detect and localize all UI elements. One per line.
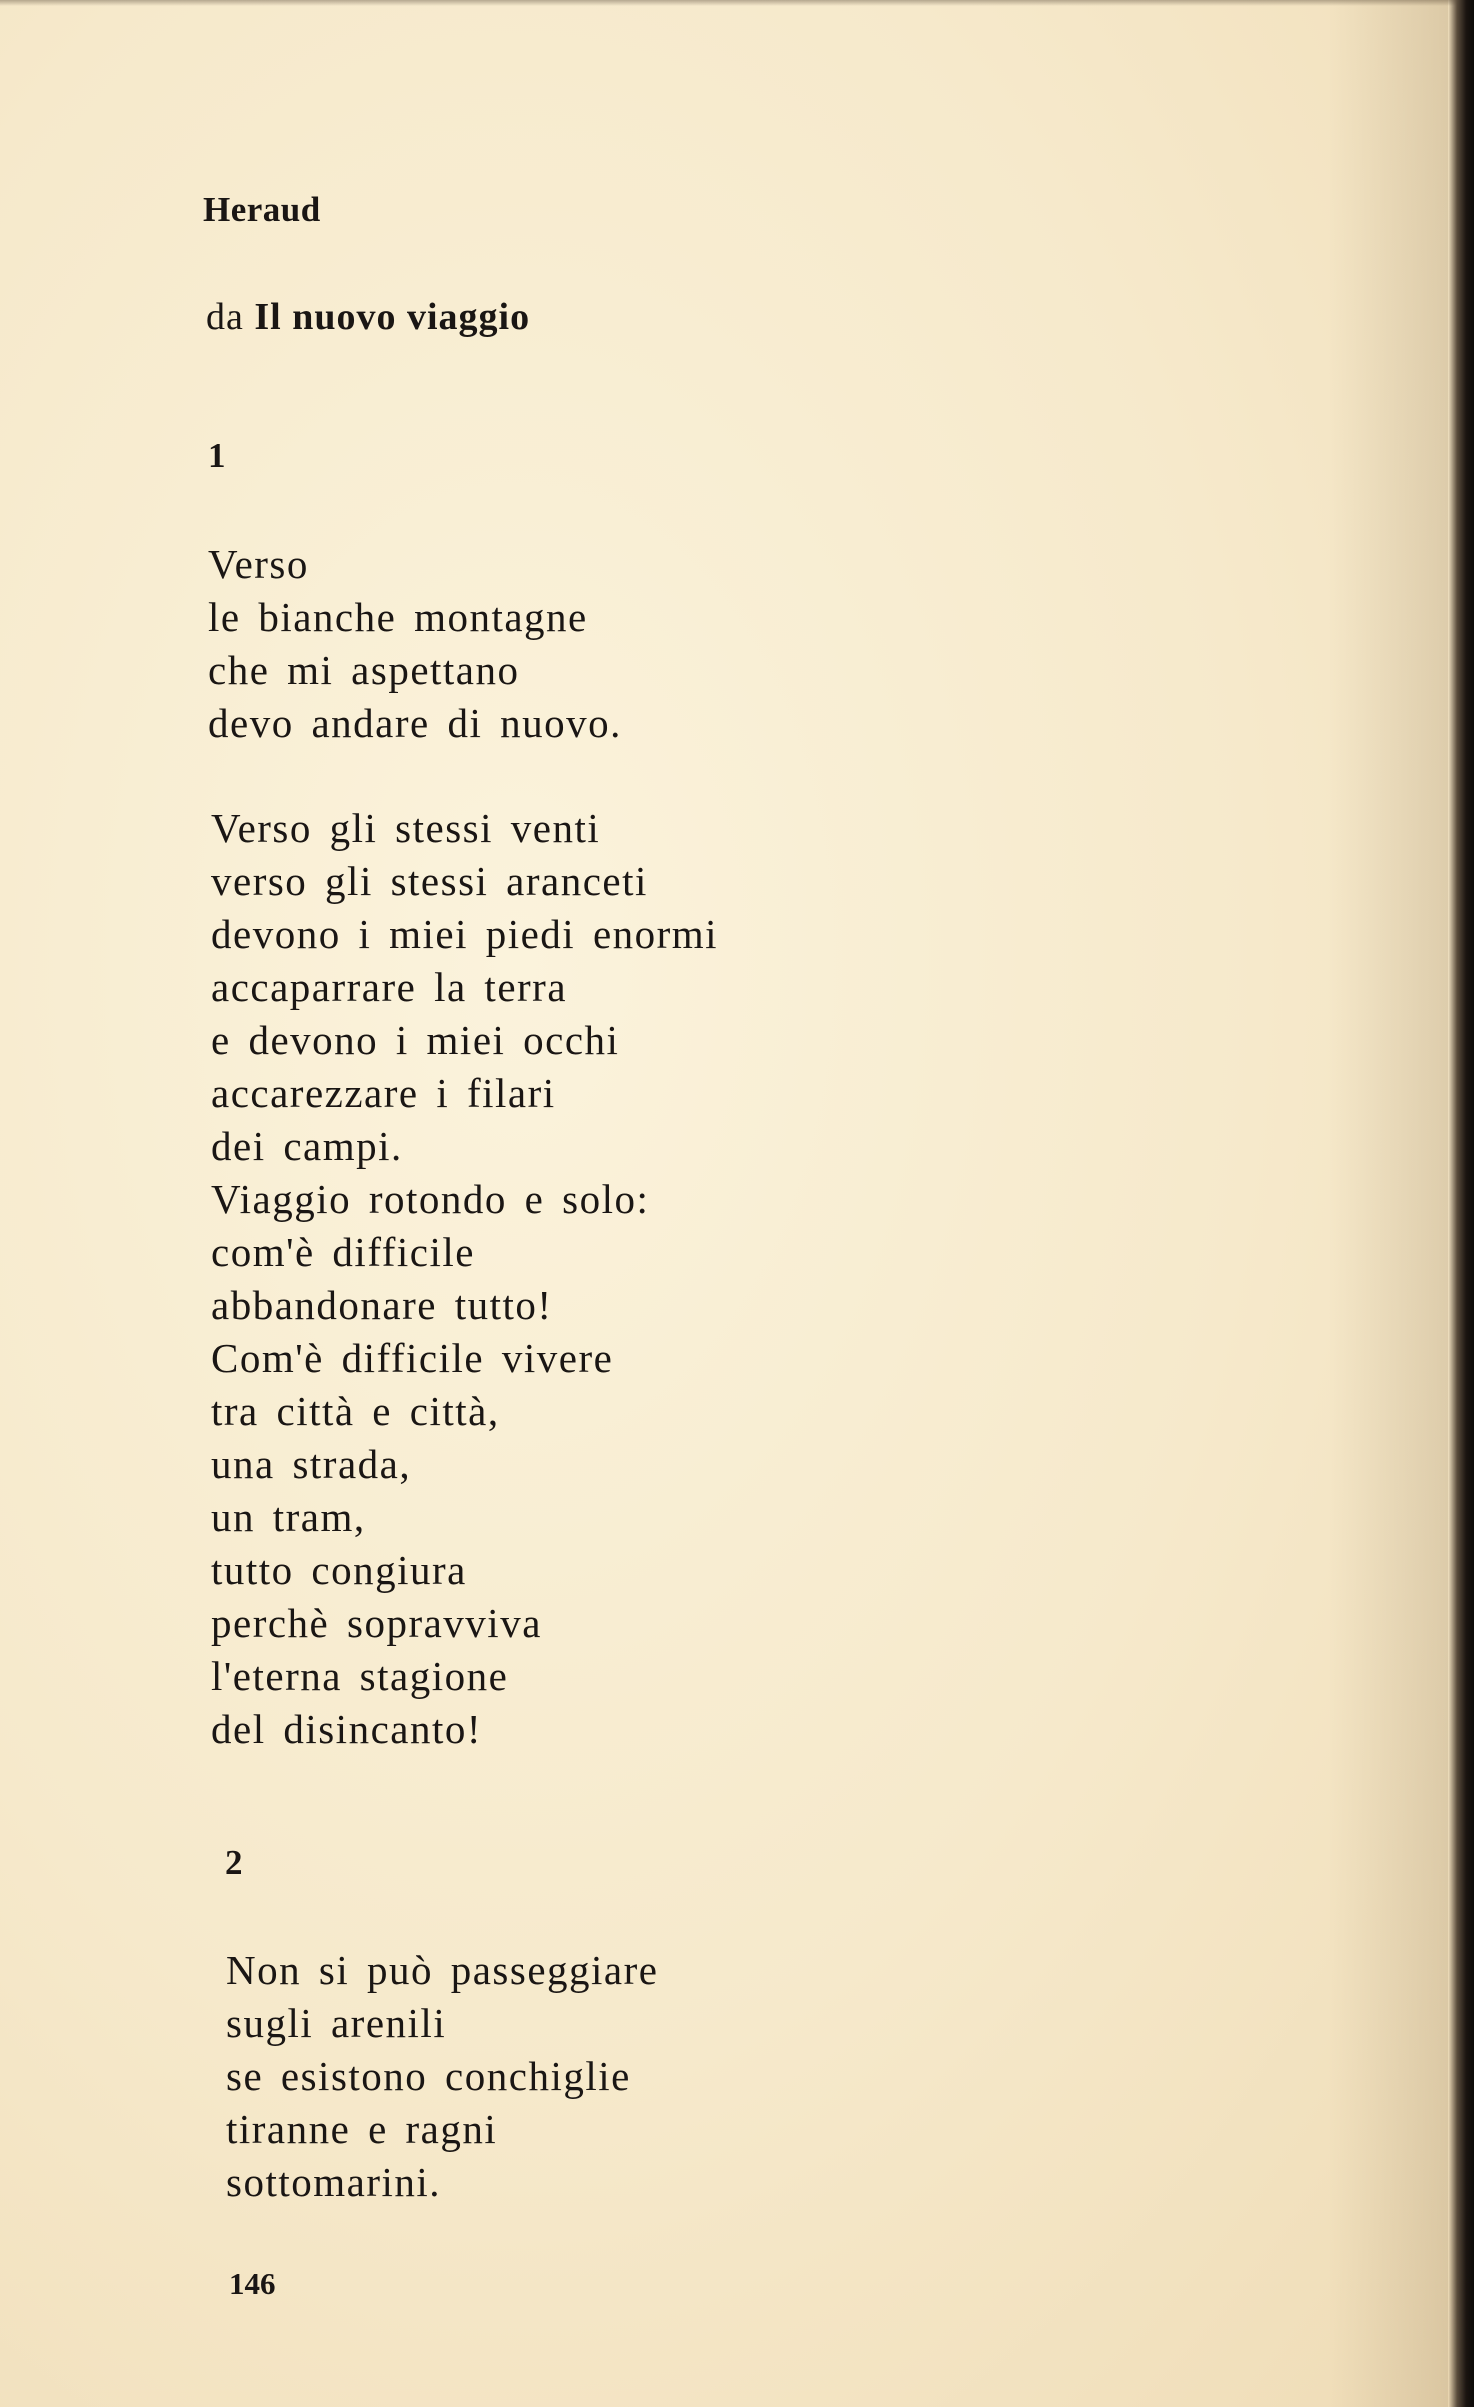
poem-line: una strada, bbox=[211, 1441, 412, 1487]
poem-line: Verso gli stessi venti bbox=[211, 805, 601, 851]
binding-shadow bbox=[1328, 0, 1448, 2407]
section-number: 2 bbox=[225, 1843, 243, 1882]
poem-line: Viaggio rotondo e solo: bbox=[211, 1176, 650, 1222]
stanza bbox=[211, 802, 718, 1756]
page-number: 146 bbox=[229, 2266, 276, 2301]
running-head: Heraud bbox=[203, 190, 321, 229]
poem-line: verso gli stessi aranceti bbox=[211, 858, 648, 904]
binding-edge bbox=[1448, 0, 1474, 2407]
poem-line: devo andare di nuovo. bbox=[208, 700, 622, 746]
poem-line: com'è difficile bbox=[211, 1229, 475, 1275]
poem-line: tutto congiura bbox=[211, 1547, 467, 1593]
section-number: 1 bbox=[208, 436, 226, 475]
poem-line: un tram, bbox=[211, 1494, 366, 1540]
poem-line: l'eterna stagione bbox=[211, 1653, 509, 1699]
poem-line: abbandonare tutto! bbox=[211, 1282, 553, 1328]
stanza bbox=[208, 538, 622, 750]
source-work-title: Il nuovo viaggio bbox=[254, 296, 531, 338]
poem-line: e devono i miei occhi bbox=[211, 1017, 620, 1063]
poem-line: accaparrare la terra bbox=[211, 964, 568, 1010]
poem-line: accarezzare i filari bbox=[211, 1070, 556, 1116]
poem-line: le bianche montagne bbox=[208, 594, 588, 640]
stanza bbox=[226, 1944, 658, 2209]
poem-line: tra città e città, bbox=[211, 1388, 500, 1434]
poem-line: Verso bbox=[208, 541, 309, 587]
poem-line: devono i miei piedi enormi bbox=[211, 911, 719, 957]
poem-line: sottomarini. bbox=[226, 2159, 442, 2205]
poem-line: che mi aspettano bbox=[208, 647, 520, 693]
top-edge-shadow bbox=[0, 0, 1474, 6]
source-title bbox=[206, 295, 530, 339]
poem-line: se esistono conchiglie bbox=[226, 2053, 631, 2099]
poem-line: dei campi. bbox=[211, 1123, 403, 1169]
poem-line: Com'è difficile vivere bbox=[211, 1335, 614, 1381]
source-prefix: da bbox=[206, 296, 244, 338]
poem-line: tiranne e ragni bbox=[226, 2106, 498, 2152]
poem-line: sugli arenili bbox=[226, 2000, 447, 2046]
poem-line: del disincanto! bbox=[211, 1706, 483, 1752]
poem-line: Non si può passeggiare bbox=[226, 1947, 659, 1993]
poem-line: perchè sopravviva bbox=[211, 1600, 542, 1646]
